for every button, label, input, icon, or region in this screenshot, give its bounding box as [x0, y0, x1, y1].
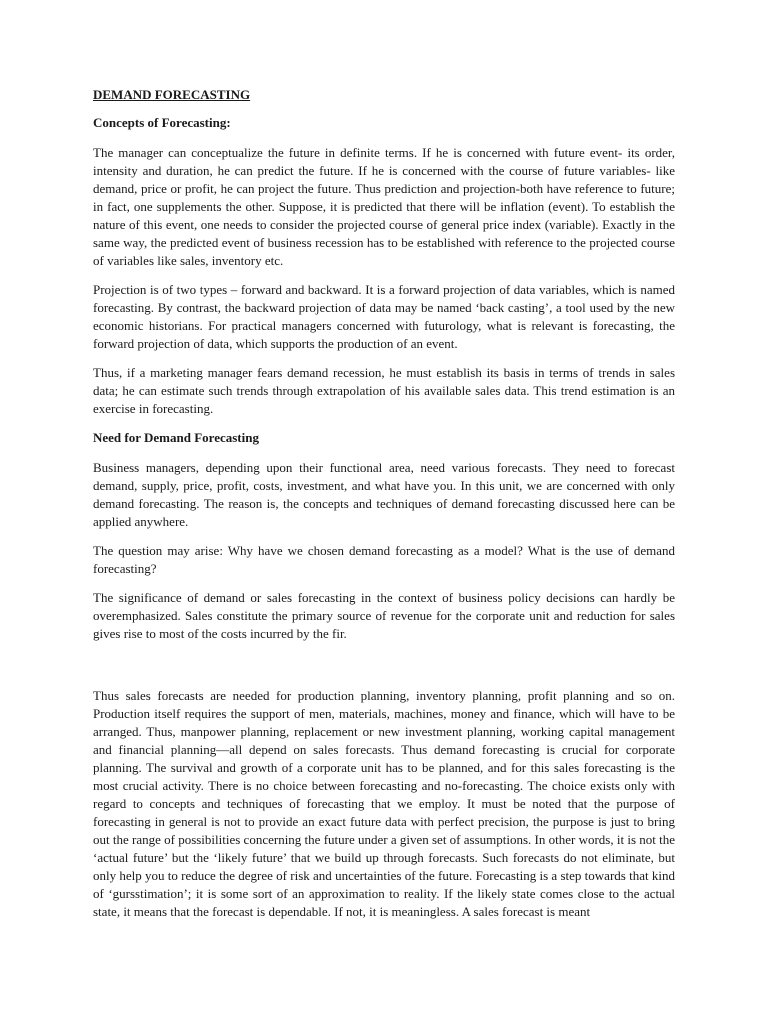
document-page — [93, 86, 675, 932]
paragraph-need-2: The question may arise: Why have we chosen demand forecasting as a model? What is the use of demand forecasting? — [93, 543, 675, 576]
paragraph-gap — [93, 654, 675, 687]
section-heading-need: Need for Demand Forecasting — [93, 430, 259, 445]
section-heading-concepts: Concepts of Forecasting: — [93, 115, 231, 130]
paragraph-concepts-1: The manager can conceptualize the future in definite terms. If he is concerned with future event- its order, intensity and duration, he can predict the future. If he is concerned with the course of future variables- like demand, price or profit, he can project the future. Thus prediction and projection-both have reference to future; in fact, one supplements the other. Suppose, it is predicted that there will be inflation (event). To establish the nature of this event, one needs to consider the projected course of general price index (variable). Exactly in the same way, the predicted event of business recession has to be established with reference to the projected course of variables like sales, inventory etc. — [93, 145, 675, 268]
paragraph-concepts-2: Projection is of two types – forward and backward. It is a forward projection of data variables, which is named forecasting. By contrast, the backward projection of data may be named ‘back casting’, a tool used by the new economic historians. For practical managers concerned with futurology, what is relevant is forecasting, the forward projection of data, which supports the production of an event. — [93, 282, 675, 351]
paragraph-need-1: Business managers, depending upon their functional area, need various forecasts. They need to forecast demand, supply, price, profit, costs, investment, and what have you. In this unit, we are concerned with only demand forecasting. The reason is, the concepts and techniques of demand forecasting discussed here can be applied anywhere. — [93, 460, 675, 529]
paragraph-concepts-3: Thus, if a marketing manager fears demand recession, he must establish its basis in terms of trends in sales data; he can estimate such trends through extrapolation of his available sales data. This trend estimation is an exercise in forecasting. — [93, 365, 675, 416]
paragraph-closing: Thus sales forecasts are needed for production planning, inventory planning, profit planning and so on. Production itself requires the support of men, materials, machines, money and finance, which will have to be arranged. Thus, manpower planning, replacement or new investment planning, working capital management and financial planning—all depend on sales forecasts. Thus demand forecasting is crucial for corporate planning. The survival and growth of a corporate unit has to be planned, and for this sales forecasting is the most crucial activity. There is no choice between forecasting and no-forecasting. The choice exists only with regard to concepts and techniques of forecasting that we employ. It must be noted that the purpose of forecasting in general is not to provide an exact future data with perfect precision, the purpose is just to bring out the range of possibilities concerning the future under a given set of assumptions. In other words, it is not the ‘actual future’ but the ‘likely future’ that we build up through forecasts. Such forecasts do not eliminate, but only help you to reduce the degree of risk and uncertainties of the future. Forecasting is a step towards that kind of ‘gursstimation’; it is some sort of an approximation to reality. If the likely state comes close to the actual state, it means that the forecast is dependable. If not, it is meaningless. A sales forecast is meant — [93, 688, 675, 919]
paragraph-need-3: The significance of demand or sales forecasting in the context of business policy decisions can hardly be overemphasized. Sales constitute the primary source of revenue for the corporate unit and reduction for sales gives rise to most of the costs incurred by the fir. — [93, 590, 675, 641]
document-title: DEMAND FORECASTING — [93, 87, 251, 102]
